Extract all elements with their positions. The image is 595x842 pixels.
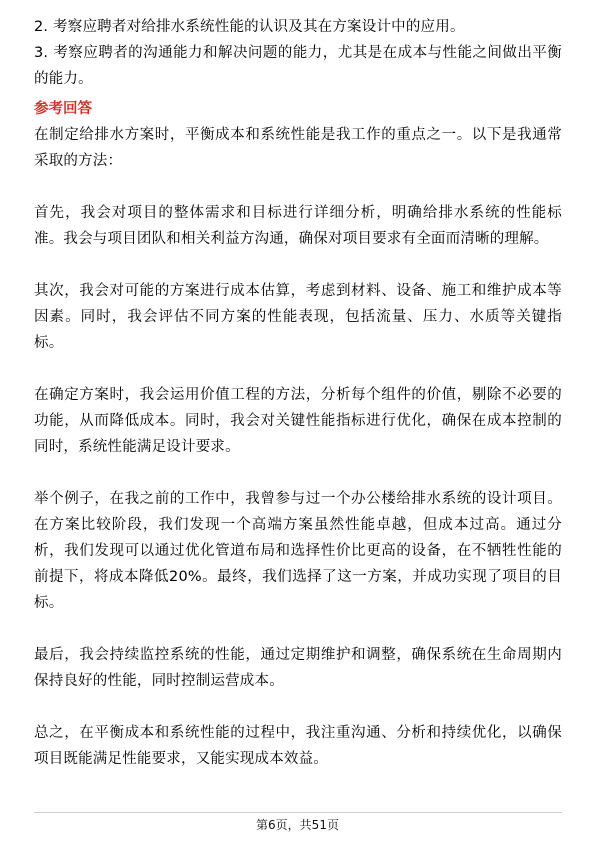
paragraph-second: 其次，我会对可能的方案进行成本估算，考虑到材料、设备、施工和维护成本等因素。同时，我会评估不同方案的性能表现，包括流量、压力、水质等关键指标。 <box>34 283 562 351</box>
assessment-item-3: 3. 考察应聘者的沟通能力和解决问题的能力，尤其是在成本与性能之间做出平衡的能力。 <box>34 45 562 87</box>
paragraph-intro: 在制定给排水方案时，平衡成本和系统性能是我工作的重点之一。以下是我通常采取的方法： <box>34 127 562 169</box>
paragraph-monitoring: 最后，我会持续监控系统的性能，通过定期维护和调整，确保系统在生命周期内保持良好的性能，同时控制运营成本。 <box>34 647 562 689</box>
paragraph-value-engineering: 在确定方案时，我会运用价值工程的方法，分析每个组件的价值，剔除不必要的功能，从而降低成本。同时，我会对关键性能指标进行优化，确保在成本控制的同时，系统性能满足设计要求。 <box>34 387 562 455</box>
assessment-item-2: 2. 考察应聘者对给排水系统性能的认识及其在方案设计中的应用。 <box>34 19 465 35</box>
paragraph-first: 首先，我会对项目的整体需求和目标进行详细分析，明确给排水系统的性能标准。我会与项目团队和相关利益方沟通，确保对项目要求有全面而清晰的理解。 <box>34 205 562 247</box>
page-number: 第6页，共51页 <box>256 818 339 832</box>
footer-divider <box>34 812 562 813</box>
document-body <box>34 14 562 772</box>
paragraph-summary: 总之，在平衡成本和系统性能的过程中，我注重沟通、分析和持续优化，以确保项目既能满足性能要求，又能实现成本效益。 <box>34 725 562 767</box>
paragraph-example: 举个例子，在我之前的工作中，我曾参与过一个办公楼给排水系统的设计项目。在方案比较阶段，我们发现一个高端方案虽然性能卓越，但成本过高。通过分析，我们发现可以通过优化管道布局和选择性价比更高的设备，在不牺牲性能的前提下，将成本降低20%。最终，我们选择了这一方案，并成功实现了项目的目标。 <box>34 491 562 611</box>
reference-answer-heading: 参考回答 <box>34 101 92 117</box>
assessment-list <box>34 14 562 92</box>
